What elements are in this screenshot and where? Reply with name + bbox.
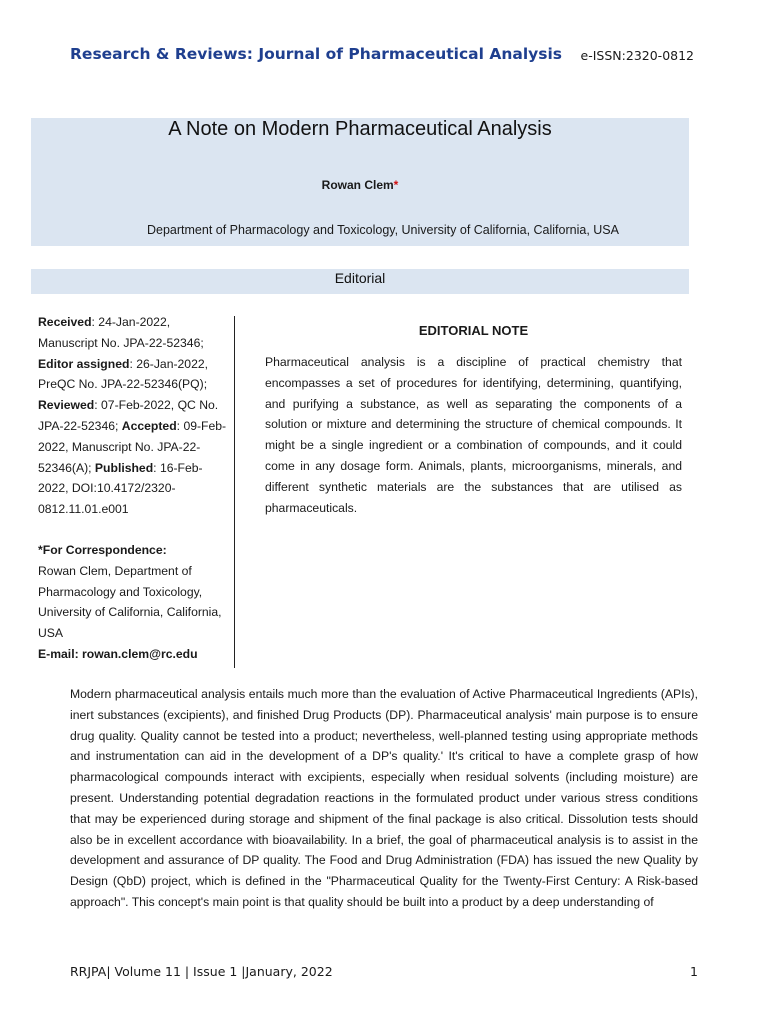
- correspondence-block: [38, 540, 228, 665]
- reviewed-label: Reviewed: [38, 398, 95, 413]
- editor-assigned-text: : 26-Jan-2022, PreQC No. JPA-22-52346(PQ);: [38, 356, 209, 392]
- editorial-note-paragraph: Pharmaceutical analysis is a discipline of practical chemistry that encompasses a set of procedures for identifying, determining, quantifying, and purifying a substance, as well as separating the components of a solution or mixture and determining the structure of chemical compounds. It might be a single ingredient or a combination of compounds, and it could come in any dosage form. Animals, plants, microorganisms, minerals, and different synthetic materials are the substances that are utilised as pharmaceuticals.: [265, 355, 682, 515]
- page-number: 1: [690, 964, 698, 979]
- article-history: [38, 312, 228, 520]
- journal-title: Research & Reviews: Journal of Pharmaceutical Analysis: [70, 45, 563, 63]
- editor-assigned-label: Editor assigned: [38, 356, 130, 371]
- received-label: Received: [38, 315, 92, 329]
- title-block: [31, 118, 689, 246]
- column-divider: [234, 316, 235, 668]
- correspondence-text: Rowan Clem, Department of Pharmacology and Toxicology, University of California, California, USA: [38, 563, 222, 641]
- accepted-text: : 09-Feb-2022, Manuscript No. JPA-22-52346(A);: [38, 418, 227, 475]
- affiliation: Department of Pharmacology and Toxicology, University of California, California, USA: [147, 223, 619, 237]
- accepted-label: Accepted: [121, 418, 177, 433]
- body-paragraph: Modern pharmaceutical analysis entails much more than the evaluation of Active Pharmaceutical Ingredients (APIs), inert substances (excipients), and finished Drug Products (DP). Pharmaceutical analysis' main purpose is to ensure drug quality. Quality cannot be tested into a product; nevertheless, well-planned testing using appropriate methods and instrumentation can aid in the development of a DP's quality.' It's critical to have a complete grasp of how pharmacological compounds interact with excipients, especially when residual solvents (including moisture) are present. Understanding potential degradation reactions in the formulated product under various stress conditions that may be experienced during storage and shipment of the final package is also critical. Dissolution tests should also be in excellent accordance with bioavailability. In a brief, the goal of pharmaceutical analysis is to assist in the development and assurance of DP quality. The Food and Drug Administration (FDA) has issued the new Quality by Design (QbD) project, which is defined in the "Pharmaceutical Quality for the Twenty-First Century: A Risk-based approach". This concept's main point is that quality should be built into a product by a deep understanding of: [70, 687, 698, 909]
- issn-label: e-ISSN:2320-0812: [580, 48, 694, 63]
- article-info-sidebar: [38, 312, 228, 665]
- article-title: A Note on Modern Pharmaceutical Analysis: [168, 118, 552, 140]
- correspondence-label: *For Correspondence:: [38, 542, 167, 557]
- published-label: Published: [94, 460, 154, 475]
- author-line: [31, 178, 689, 192]
- author-asterisk: *: [393, 178, 399, 192]
- section-heading: EDITORIAL NOTE: [418, 323, 529, 338]
- email-link[interactable]: E-mail: rowan.clem@rc.edu: [38, 646, 198, 661]
- received-text: : 24-Jan-2022, Manuscript No. JPA-22-52346;: [38, 315, 204, 350]
- published-text: : 16-Feb-2022, DOI:10.4172/2320-0812.11.01.e001: [38, 460, 203, 517]
- reviewed-text: : 07-Feb-2022, QC No. JPA-22-52346;: [38, 398, 219, 433]
- footer-citation: RRJPA| Volume 11 | Issue 1 |January, 2022: [70, 964, 333, 979]
- author-name: Rowan Clem: [321, 178, 394, 192]
- article-type: Editorial: [31, 269, 689, 294]
